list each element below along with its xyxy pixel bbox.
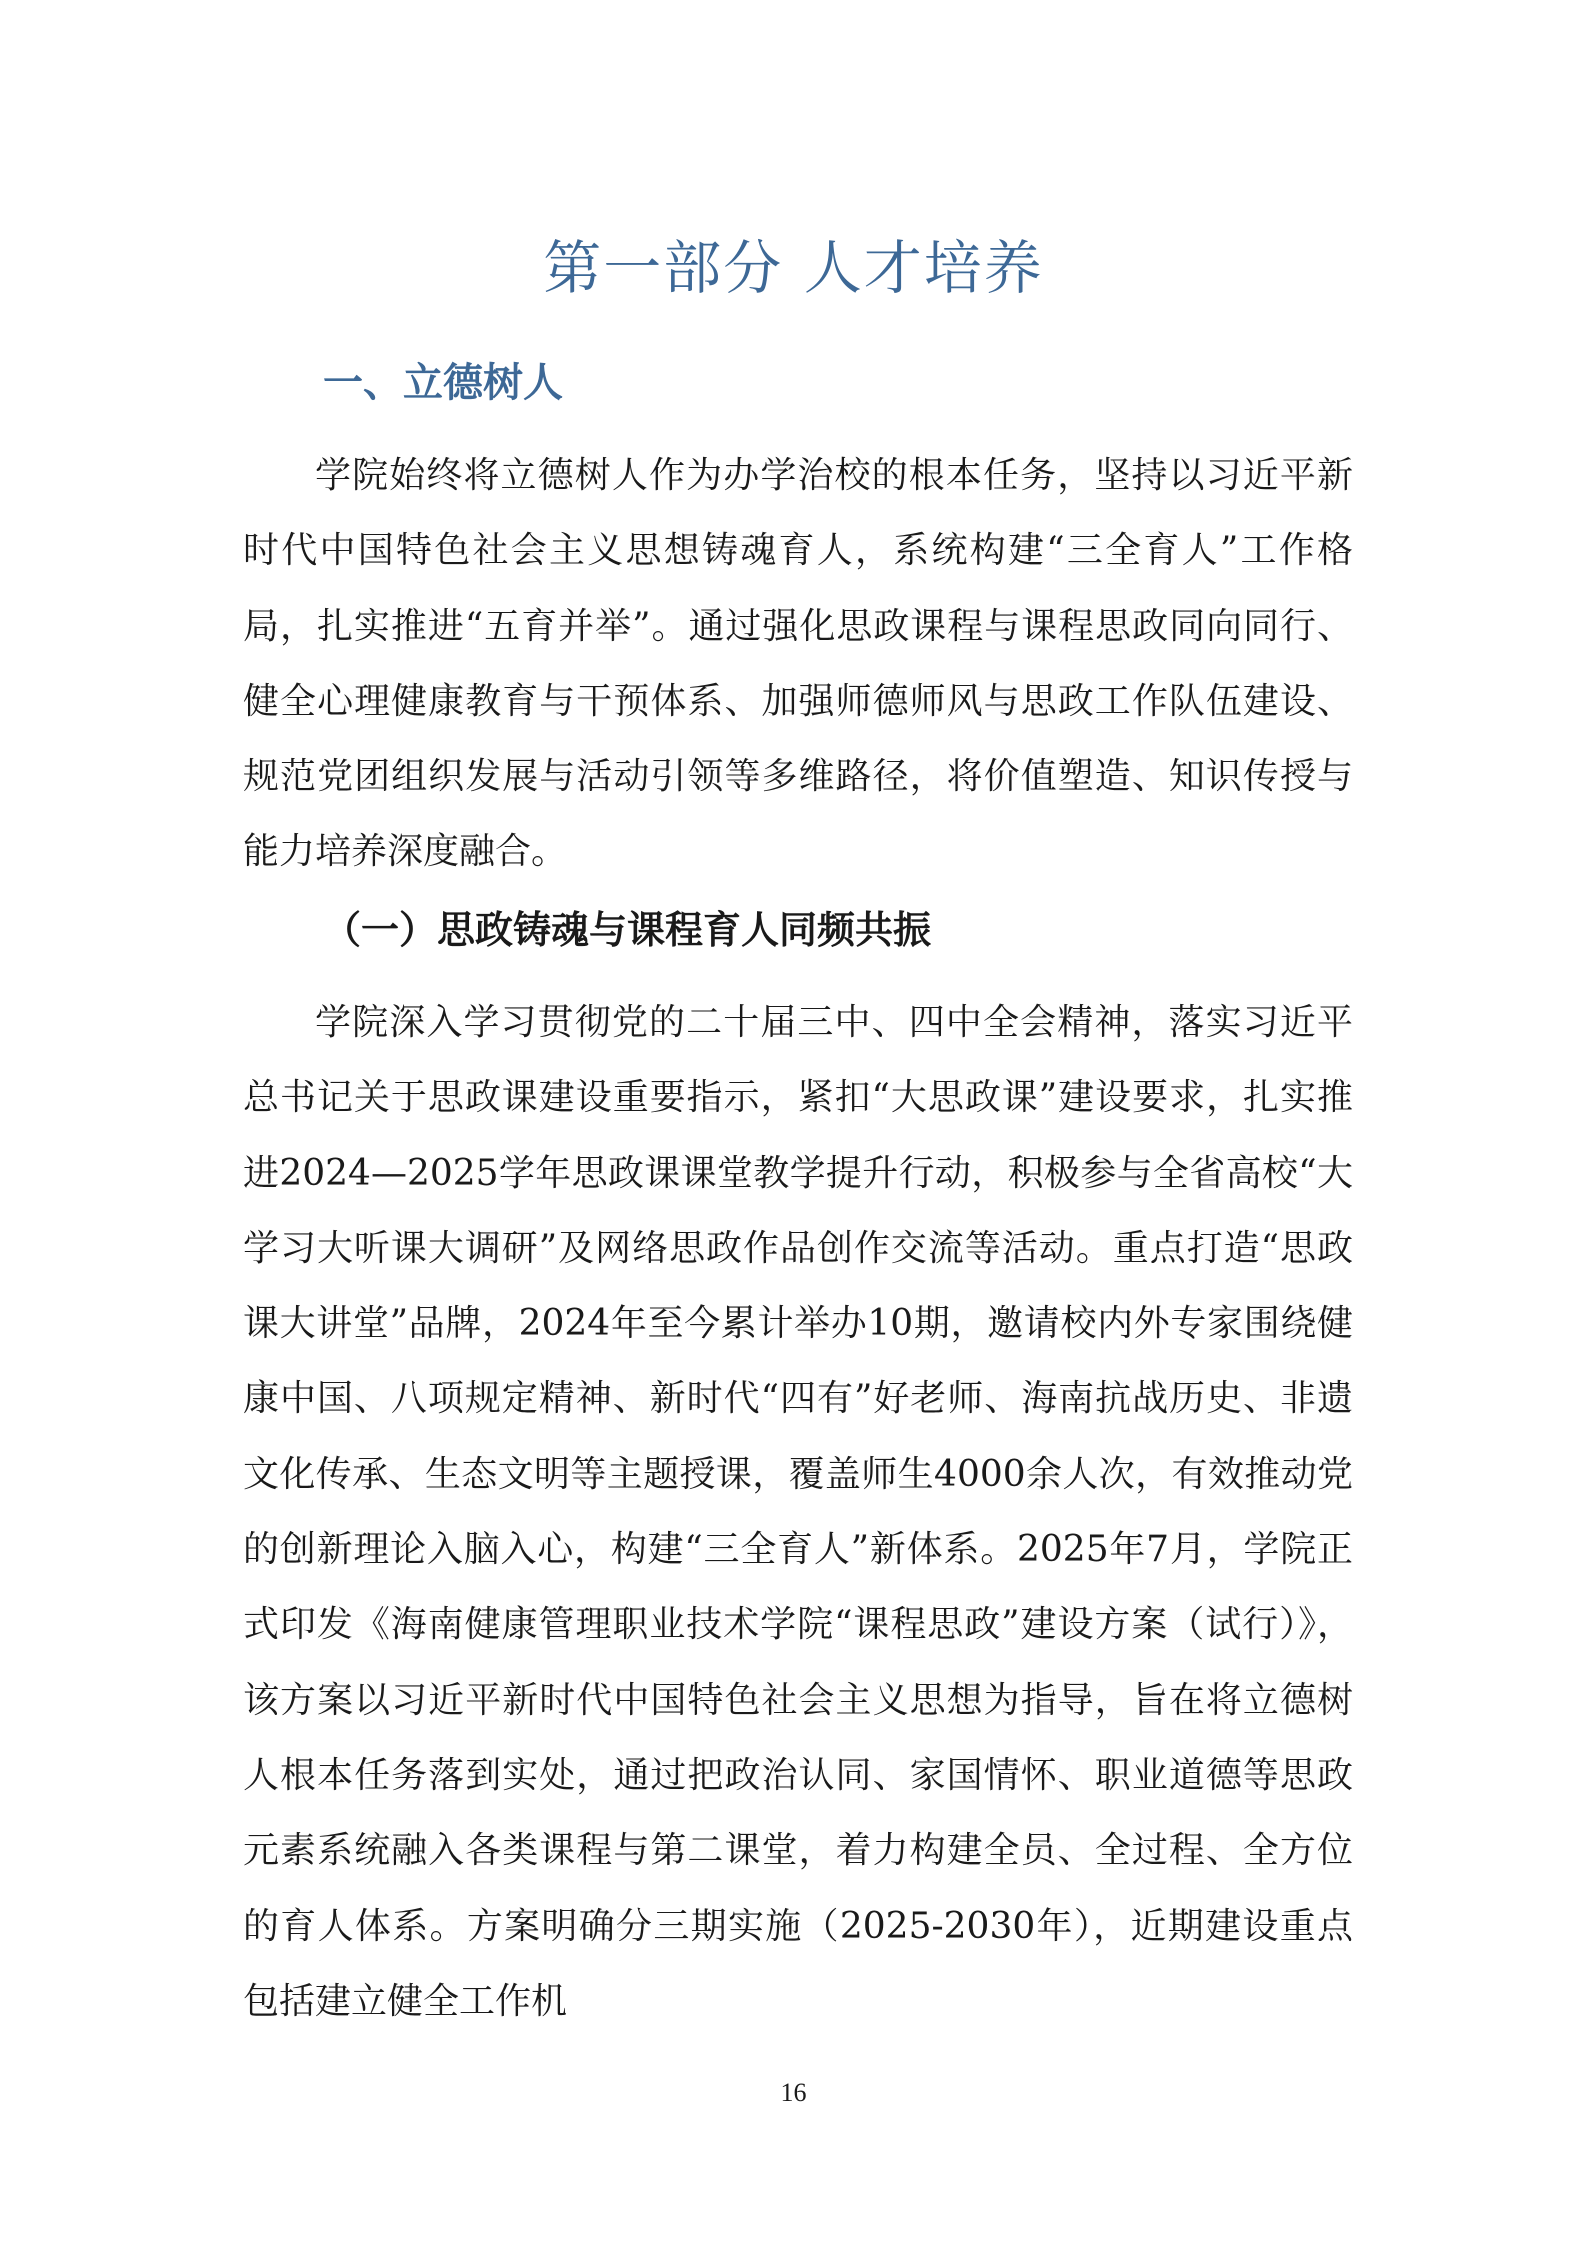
page-number: 16 [780, 2078, 807, 2107]
part-title: 第一部分 人才培养 [543, 234, 1044, 302]
subsection-title: （一）思政铸魂与课程育人同频共振 [323, 908, 932, 952]
subsection-body-paragraph: 学院深入学习贯彻党的二十届三中、四中全会精神，落实习近平总书记关于思政课建设重要指示，紧扣“大思政课”建设要求，扎实推进2024—2025学年思政课课堂教学提升行动，积极参与全省高校“大学习大听课大调研”及网络思政作品创作交流等活动。重点打造“思政课大讲堂”品牌，2024年至今累计举办10期，邀请校内外专家围绕健康中国、八项规定精神、新时代“四有”好老师、海南抗战历史、非遗文化传承、生态文明等主题授课，覆盖师生4000余人次，有效推动党的创新理论入脑入心，构建“三全育人”新体系。2025年7月，学院正式印发《海南健康管理职业技术学院“课程思政”建设方案（试行）》，该方案以习近平新时代中国特色社会主义思想为指导，旨在将立德树人根本任务落到实处，通过把政治认同、家国情怀、职业道德等思政元素系统融入各类课程与第二课堂，着力构建全员、全过程、全方位的育人体系。方案明确分三期实施（2025-2030年），近期建设重点包括建立健全工作机 [243, 1002, 1353, 2022]
section-intro-paragraph: 学院始终将立德树人作为办学治校的根本任务，坚持以习近平新时代中国特色社会主义思想铸魂育人，系统构建“三全育人”工作格局，扎实推进“五育并举”。通过强化思政课程与课程思政同向同行、健全心理健康教育与干预体系、加强师德师风与思政工作队伍建设、规范党团组织发展与活动引领等多维路径，将价值塑造、知识传授与能力培养深度融合。 [243, 455, 1353, 873]
section-title: 一、立德树人 [323, 360, 563, 406]
